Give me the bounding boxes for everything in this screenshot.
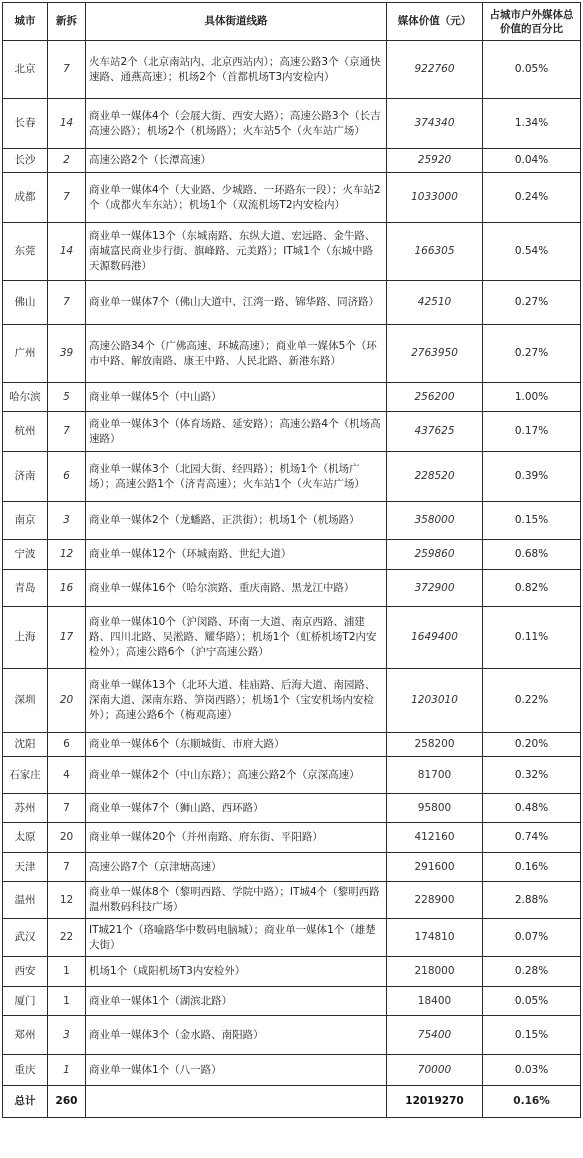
routes-cell: 商业单一媒体7个（佛山大道中、江湾一路、锦华路、同济路） <box>86 281 387 325</box>
media-value-cell: 25920 <box>387 149 483 173</box>
share-cell: 0.24% <box>483 173 581 223</box>
data-table <box>2 2 581 1118</box>
new-count-cell: 1 <box>48 1055 86 1086</box>
media-value-cell: 2763950 <box>387 325 483 383</box>
table-row <box>3 99 581 149</box>
routes-cell: 商业单一媒体2个（龙蟠路、正洪街）；机场1个（机场路） <box>86 502 387 540</box>
routes-cell: 商业单一媒体3个（金水路、南阳路） <box>86 1016 387 1055</box>
table-row <box>3 223 581 281</box>
table-row <box>3 41 581 99</box>
share-cell: 0.39% <box>483 452 581 502</box>
share-cell: 2.88% <box>483 882 581 919</box>
share-cell: 0.48% <box>483 794 581 823</box>
table-row <box>3 570 581 607</box>
city-cell: 厦门 <box>3 987 48 1016</box>
routes-cell: 商业单一媒体3个（北园大街、经四路）；机场1个（机场广场）；高速公路1个（济青高速）；火车站1个（火车站广场） <box>86 452 387 502</box>
share-cell: 0.17% <box>483 412 581 452</box>
routes-cell: 高速公路2个（长潭高速） <box>86 149 387 173</box>
share-cell: 0.16% <box>483 853 581 882</box>
city-cell: 青岛 <box>3 570 48 607</box>
routes-cell: 火车站2个（北京南站内、北京西站内）；高速公路3个（京通快速路、通燕高速）；机场2个（首都机场T3内安检内） <box>86 41 387 99</box>
media-value-cell: 70000 <box>387 1055 483 1086</box>
city-cell: 天津 <box>3 853 48 882</box>
city-cell: 成都 <box>3 173 48 223</box>
city-cell: 苏州 <box>3 794 48 823</box>
header-city: 城市 <box>3 3 48 41</box>
new-count-cell: 20 <box>48 669 86 733</box>
total-routes-cell <box>86 1086 387 1118</box>
new-count-cell: 14 <box>48 99 86 149</box>
share-cell: 0.22% <box>483 669 581 733</box>
city-cell: 石家庄 <box>3 757 48 794</box>
share-cell: 0.11% <box>483 607 581 669</box>
total-row <box>3 1086 581 1118</box>
share-cell: 0.20% <box>483 733 581 757</box>
city-cell: 东莞 <box>3 223 48 281</box>
share-cell: 0.05% <box>483 987 581 1016</box>
total-value-cell: 12019270 <box>387 1086 483 1118</box>
table-row <box>3 669 581 733</box>
media-value-cell: 228900 <box>387 882 483 919</box>
share-cell: 0.27% <box>483 281 581 325</box>
media-value-cell: 174810 <box>387 919 483 957</box>
media-value-cell: 81700 <box>387 757 483 794</box>
table-row <box>3 149 581 173</box>
table-row <box>3 794 581 823</box>
city-cell: 北京 <box>3 41 48 99</box>
share-cell: 0.32% <box>483 757 581 794</box>
routes-cell: 商业单一媒体1个（湖滨北路） <box>86 987 387 1016</box>
routes-cell: 商业单一媒体13个（东城南路、东纵大道、宏远路、金牛路、南城富民商业步行街、旗峰路、元美路）；IT城1个（东城中路天源数码港） <box>86 223 387 281</box>
media-value-cell: 1033000 <box>387 173 483 223</box>
city-cell: 太原 <box>3 823 48 853</box>
city-cell: 深圳 <box>3 669 48 733</box>
media-value-cell: 18400 <box>387 987 483 1016</box>
share-cell: 0.15% <box>483 502 581 540</box>
table-row <box>3 987 581 1016</box>
new-count-cell: 39 <box>48 325 86 383</box>
media-value-cell: 228520 <box>387 452 483 502</box>
new-count-cell: 22 <box>48 919 86 957</box>
table-row <box>3 540 581 570</box>
table-row <box>3 882 581 919</box>
table-row <box>3 853 581 882</box>
total-label-cell: 总计 <box>3 1086 48 1118</box>
city-cell: 西安 <box>3 957 48 987</box>
city-cell: 上海 <box>3 607 48 669</box>
new-count-cell: 17 <box>48 607 86 669</box>
share-cell: 1.00% <box>483 383 581 412</box>
header-new-count: 新拆 <box>48 3 86 41</box>
city-cell: 宁波 <box>3 540 48 570</box>
share-cell: 0.54% <box>483 223 581 281</box>
city-cell: 武汉 <box>3 919 48 957</box>
table-row <box>3 452 581 502</box>
share-cell: 0.05% <box>483 41 581 99</box>
media-value-cell: 1203010 <box>387 669 483 733</box>
new-count-cell: 16 <box>48 570 86 607</box>
routes-cell: IT城21个（珞喻路华中数码电脑城）；商业单一媒体1个（雄楚大街） <box>86 919 387 957</box>
share-cell: 1.34% <box>483 99 581 149</box>
table-row <box>3 281 581 325</box>
table-row <box>3 823 581 853</box>
media-value-cell: 374340 <box>387 99 483 149</box>
city-cell: 佛山 <box>3 281 48 325</box>
city-cell: 杭州 <box>3 412 48 452</box>
routes-cell: 商业单一媒体10个（沪闵路、环南一大道、南京西路、浦建路、四川北路、吴淞路、耀华路）；机场1个（虹桥机场T2内安检外）；高速公路6个（沪宁高速公路） <box>86 607 387 669</box>
routes-cell: 商业单一媒体1个（八一路） <box>86 1055 387 1086</box>
table-row <box>3 502 581 540</box>
table-row <box>3 957 581 987</box>
table-row <box>3 757 581 794</box>
city-cell: 济南 <box>3 452 48 502</box>
media-value-cell: 291600 <box>387 853 483 882</box>
routes-cell: 商业单一媒体3个（体育场路、延安路）；高速公路4个（机场高速路） <box>86 412 387 452</box>
new-count-cell: 1 <box>48 957 86 987</box>
table-row <box>3 325 581 383</box>
media-value-cell: 95800 <box>387 794 483 823</box>
media-value-cell: 256200 <box>387 383 483 412</box>
city-cell: 长春 <box>3 99 48 149</box>
new-count-cell: 4 <box>48 757 86 794</box>
new-count-cell: 12 <box>48 540 86 570</box>
share-cell: 0.82% <box>483 570 581 607</box>
header-routes: 具体街道线路 <box>86 3 387 41</box>
routes-cell: 商业单一媒体4个（会展大街、西安大路）；高速公路3个（长吉高速公路）；机场2个（机场路）；火车站5个（火车站广场） <box>86 99 387 149</box>
media-value-cell: 218000 <box>387 957 483 987</box>
media-value-cell: 358000 <box>387 502 483 540</box>
media-value-cell: 1649400 <box>387 607 483 669</box>
new-count-cell: 3 <box>48 502 86 540</box>
new-count-cell: 7 <box>48 412 86 452</box>
media-value-cell: 372900 <box>387 570 483 607</box>
total-share-cell: 0.16% <box>483 1086 581 1118</box>
share-cell: 0.28% <box>483 957 581 987</box>
new-count-cell: 6 <box>48 733 86 757</box>
new-count-cell: 12 <box>48 882 86 919</box>
routes-cell: 机场1个（咸阳机场T3内安检外） <box>86 957 387 987</box>
routes-cell: 商业单一媒体6个（东顺城街、市府大路） <box>86 733 387 757</box>
routes-cell: 商业单一媒体7个（狮山路、西环路） <box>86 794 387 823</box>
new-count-cell: 7 <box>48 794 86 823</box>
city-cell: 郑州 <box>3 1016 48 1055</box>
table-row <box>3 412 581 452</box>
table-row <box>3 383 581 412</box>
city-cell: 哈尔滨 <box>3 383 48 412</box>
media-value-cell: 166305 <box>387 223 483 281</box>
table-row <box>3 1055 581 1086</box>
header-value: 媒体价值（元） <box>387 3 483 41</box>
new-count-cell: 3 <box>48 1016 86 1055</box>
share-cell: 0.27% <box>483 325 581 383</box>
new-count-cell: 6 <box>48 452 86 502</box>
header-share: 占城市户外媒体总价值的百分比 <box>483 3 581 41</box>
table-row <box>3 607 581 669</box>
header-row <box>3 3 581 41</box>
media-value-cell: 42510 <box>387 281 483 325</box>
routes-cell: 高速公路34个（广佛高速、环城高速）；商业单一媒体5个（环市中路、解放南路、康王中路、人民北路、新港东路） <box>86 325 387 383</box>
media-value-cell: 258200 <box>387 733 483 757</box>
routes-cell: 商业单一媒体13个（北环大道、桂庙路、后海大道、南园路、深南大道、深南东路、笋岗西路）；机场1个（宝安机场内安检外）；高速公路6个（梅观高速） <box>86 669 387 733</box>
share-cell: 0.07% <box>483 919 581 957</box>
new-count-cell: 7 <box>48 281 86 325</box>
city-cell: 长沙 <box>3 149 48 173</box>
city-cell: 南京 <box>3 502 48 540</box>
media-value-cell: 75400 <box>387 1016 483 1055</box>
routes-cell: 商业单一媒体12个（环城南路、世纪大道） <box>86 540 387 570</box>
new-count-cell: 7 <box>48 853 86 882</box>
city-cell: 重庆 <box>3 1055 48 1086</box>
new-count-cell: 1 <box>48 987 86 1016</box>
share-cell: 0.03% <box>483 1055 581 1086</box>
new-count-cell: 2 <box>48 149 86 173</box>
city-cell: 广州 <box>3 325 48 383</box>
media-value-cell: 922760 <box>387 41 483 99</box>
routes-cell: 高速公路7个（京津塘高速） <box>86 853 387 882</box>
media-value-cell: 259860 <box>387 540 483 570</box>
table-row <box>3 173 581 223</box>
routes-cell: 商业单一媒体4个（大业路、少城路、一环路东一段）；火车站2个（成都火车东站）；机场1个（双流机场T2内安检内） <box>86 173 387 223</box>
total-count-cell: 260 <box>48 1086 86 1118</box>
routes-cell: 商业单一媒体5个（中山路） <box>86 383 387 412</box>
table-row <box>3 1016 581 1055</box>
share-cell: 0.74% <box>483 823 581 853</box>
city-cell: 沈阳 <box>3 733 48 757</box>
share-cell: 0.68% <box>483 540 581 570</box>
new-count-cell: 7 <box>48 41 86 99</box>
routes-cell: 商业单一媒体2个（中山东路）；高速公路2个（京深高速） <box>86 757 387 794</box>
share-cell: 0.15% <box>483 1016 581 1055</box>
routes-cell: 商业单一媒体16个（哈尔滨路、重庆南路、黑龙江中路） <box>86 570 387 607</box>
new-count-cell: 7 <box>48 173 86 223</box>
share-cell: 0.04% <box>483 149 581 173</box>
table-row <box>3 919 581 957</box>
table-row <box>3 733 581 757</box>
media-value-cell: 412160 <box>387 823 483 853</box>
city-cell: 温州 <box>3 882 48 919</box>
new-count-cell: 20 <box>48 823 86 853</box>
routes-cell: 商业单一媒体20个（并州南路、府东街、平阳路） <box>86 823 387 853</box>
table-body <box>3 41 581 1118</box>
new-count-cell: 14 <box>48 223 86 281</box>
new-count-cell: 5 <box>48 383 86 412</box>
media-value-cell: 437625 <box>387 412 483 452</box>
routes-cell: 商业单一媒体8个（黎明西路、学院中路）；IT城4个（黎明西路温州数码科技广场） <box>86 882 387 919</box>
